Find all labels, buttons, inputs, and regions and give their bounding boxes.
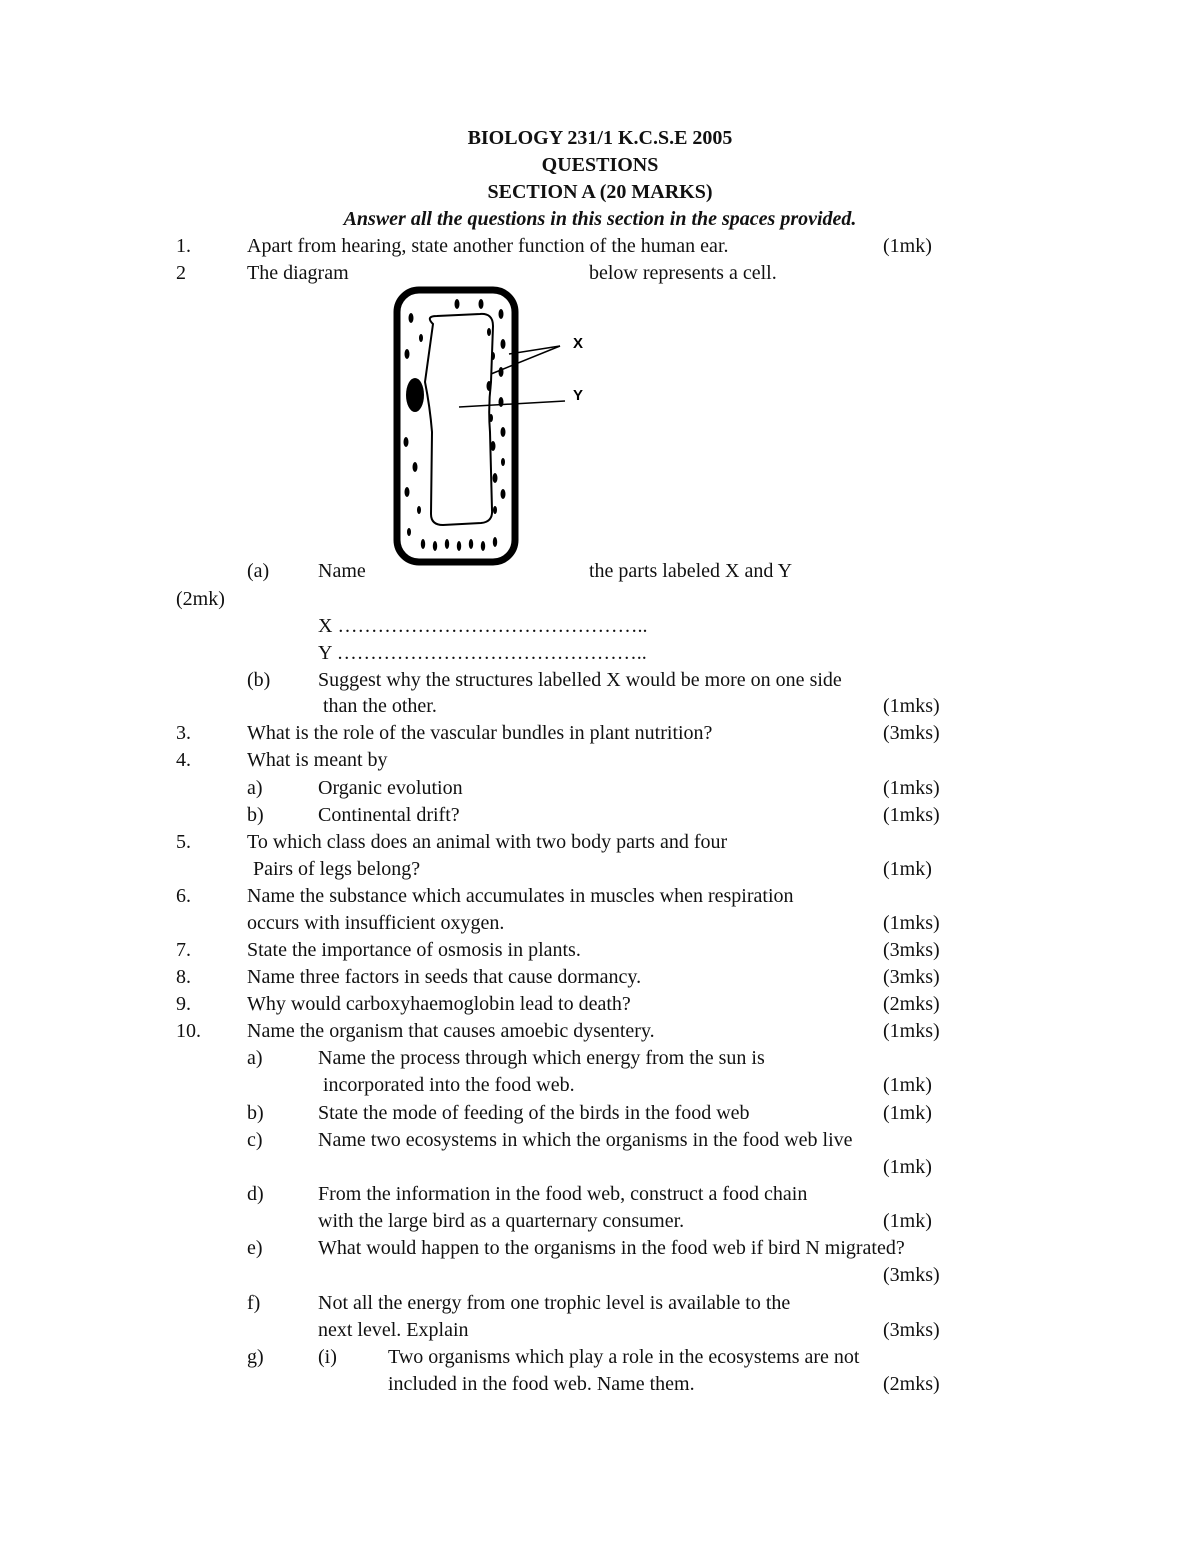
q1-text: Apart from hearing, state another function of the human ear. — [247, 235, 729, 257]
q2b-label: (b) — [247, 669, 271, 691]
q5-line1: To which class does an animal with two body parts and four — [247, 831, 728, 853]
q5-marks: (1mk) — [883, 858, 932, 880]
q4-number: 4. — [176, 749, 191, 771]
cell-diagram — [385, 282, 600, 567]
q3-number: 3. — [176, 722, 191, 744]
q10f-marks: (3mks) — [883, 1319, 940, 1341]
q1-number: 1. — [176, 235, 191, 257]
q10e-label: e) — [247, 1237, 263, 1259]
q10-text: Name the organism that causes amoebic dysentery. — [247, 1020, 655, 1042]
q10e-text: What would happen to the organisms in the food web if bird N migrated? — [318, 1237, 905, 1259]
q9-number: 9. — [176, 993, 191, 1015]
q10g-label: g) — [247, 1346, 264, 1368]
answer-line-x: X ……………………………………….. — [318, 615, 648, 637]
page-subtitle: QUESTIONS — [541, 154, 659, 176]
q6-line1: Name the substance which accumulates in muscles when respiration — [247, 885, 794, 907]
instructions: Answer all the questions in this section in the spaces provided. — [343, 208, 857, 230]
q10c-label: c) — [247, 1129, 263, 1151]
q4-text: What is meant by — [247, 749, 388, 771]
q6-number: 6. — [176, 885, 191, 907]
q8-marks: (3mks) — [883, 966, 940, 988]
q10d-line1: From the information in the food web, construct a food chain — [318, 1183, 808, 1205]
q8-text: Name three factors in seeds that cause dormancy. — [247, 966, 642, 988]
q9-text: Why would carboxyhaemoglobin lead to death? — [247, 993, 631, 1015]
q8-number: 8. — [176, 966, 191, 988]
label-x-line-2 — [491, 346, 560, 374]
q10g-line1: Two organisms which play a role in the ecosystems are not — [388, 1346, 860, 1368]
q10c-text: Name two ecosystems in which the organisms in the food web live — [318, 1129, 853, 1151]
q2b-marks: (1mks) — [883, 695, 940, 717]
q2-number: 2 — [176, 262, 186, 284]
q10d-line2: with the large bird as a quarternary consumer. — [318, 1210, 685, 1232]
cell-wall — [397, 290, 515, 562]
q7-marks: (3mks) — [883, 939, 940, 961]
q10d-label: d) — [247, 1183, 264, 1205]
q4b-marks: (1mks) — [883, 804, 940, 826]
q5-line2: Pairs of legs belong? — [253, 858, 421, 880]
q9-marks: (2mks) — [883, 993, 940, 1015]
q10c-marks: (1mk) — [883, 1156, 932, 1178]
q2a-text-start: Name — [318, 560, 366, 582]
q10-marks: (1mks) — [883, 1020, 940, 1042]
q5-number: 5. — [176, 831, 191, 853]
q2b-line1: Suggest why the structures labelled X would be more on one side — [318, 669, 842, 691]
q10a-marks: (1mk) — [883, 1074, 932, 1096]
q10a-label: a) — [247, 1047, 263, 1069]
q4a-marks: (1mks) — [883, 777, 940, 799]
page-title: BIOLOGY 231/1 K.C.S.E 2005 — [467, 127, 733, 149]
q10e-marks: (3mks) — [883, 1264, 940, 1286]
q10f-label: f) — [247, 1292, 261, 1314]
q2-text-end: below represents a cell. — [589, 262, 777, 284]
label-y: Y — [573, 387, 584, 404]
q6-line2: occurs with insufficient oxygen. — [247, 912, 505, 934]
q7-text: State the importance of osmosis in plants. — [247, 939, 581, 961]
q3-marks: (3mks) — [883, 722, 940, 744]
q2-text-start: The diagram — [247, 262, 349, 284]
q10d-marks: (1mk) — [883, 1210, 932, 1232]
q2a-marks: (2mk) — [176, 588, 225, 610]
q4b-text: Continental drift? — [318, 804, 460, 826]
q7-number: 7. — [176, 939, 191, 961]
q10f-line2: next level. Explain — [318, 1319, 469, 1341]
q2a-text-end: the parts labeled X and Y — [589, 560, 793, 582]
q10b-text: State the mode of feeding of the birds in the food web — [318, 1102, 750, 1124]
q3-text: What is the role of the vascular bundles in plant nutrition? — [247, 722, 713, 744]
q10b-marks: (1mk) — [883, 1102, 932, 1124]
section-heading: SECTION A (20 MARKS) — [487, 181, 713, 203]
q10g-sub-label: (i) — [318, 1346, 337, 1368]
nucleus — [406, 378, 424, 412]
vacuole — [425, 314, 493, 525]
answer-line-y: Y ……………………………………….. — [318, 642, 647, 664]
q1-marks: (1mk) — [883, 235, 932, 257]
q10a-line1: Name the process through which energy from the sun is — [318, 1047, 765, 1069]
q10g-marks: (2mks) — [883, 1373, 940, 1395]
q10-number: 10. — [176, 1020, 201, 1042]
q10b-label: b) — [247, 1102, 264, 1124]
q4a-text: Organic evolution — [318, 777, 463, 799]
q2a-label: (a) — [247, 560, 270, 582]
q10f-line1: Not all the energy from one trophic level is available to the — [318, 1292, 791, 1314]
q4b-label: b) — [247, 804, 264, 826]
q2b-line2: than the other. — [323, 695, 437, 717]
q4a-label: a) — [247, 777, 263, 799]
q10g-line2: included in the food web. Name them. — [388, 1373, 695, 1395]
q10a-line2: incorporated into the food web. — [323, 1074, 575, 1096]
label-x: X — [573, 335, 584, 352]
q6-marks: (1mks) — [883, 912, 940, 934]
